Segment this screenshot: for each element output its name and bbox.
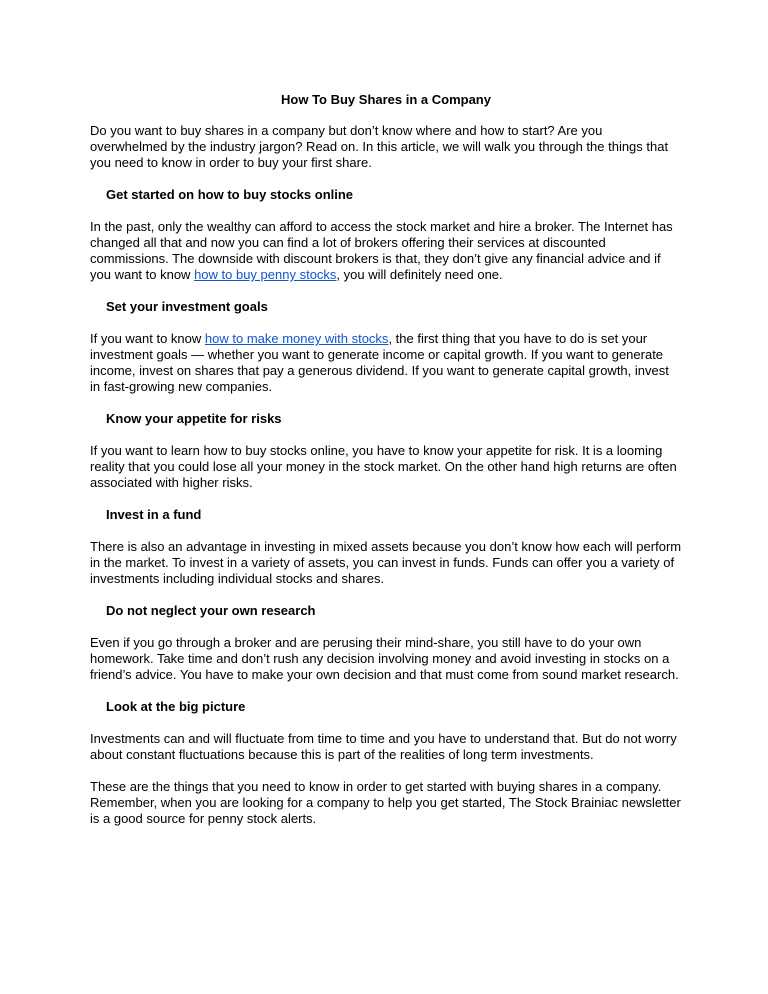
paragraph-big-picture: Investments can and will fluctuate from time to time and you have to understand that. But do not worry about constant fluctuations because this is part of the realities of long term investments. xyxy=(90,731,677,762)
heading-investment-goals: Set your investment goals xyxy=(106,299,268,314)
paragraph-investment-goals xyxy=(90,331,682,395)
paragraph-text: , the first thing that you have to do is set your investment goals — whether you want to generate income or capital growth. If you want to generate income, invest on shares that pay a generous dividend. If you want to generate capital growth, invest in fast-growing new companies. xyxy=(90,331,669,394)
paragraph-invest-in-fund: There is also an advantage in investing in mixed assets because you don’t know how each will perform in the market. To invest in a variety of assets, you can invest in funds. Funds can offer you a variety of investments including individual stocks and shares. xyxy=(90,539,682,586)
closing-paragraph: These are the things that you need to know in order to get started with buying shares in a company. Remember, when you are looking for a company to help you get started, The Stock Brainiac newsletter is a good source for penny stock alerts. xyxy=(90,779,681,826)
document-title: How To Buy Shares in a Company xyxy=(281,92,491,107)
paragraph-appetite-for-risks: If you want to learn how to buy stocks online, you have to know your appetite for risk. It is a looming reality that you could lose all your money in the stock market. On the other hand high returns are often associated with higher risks. xyxy=(90,443,677,490)
link-how-to-make-money-with-stocks[interactable]: how to make money with stocks xyxy=(204,331,389,346)
heading-big-picture: Look at the big picture xyxy=(106,699,246,714)
heading-invest-in-fund: Invest in a fund xyxy=(106,507,202,522)
heading-appetite-for-risks: Know your appetite for risks xyxy=(106,411,282,426)
paragraph-text: , you will definitely need one. xyxy=(336,267,503,282)
intro-paragraph: Do you want to buy shares in a company but don’t know where and how to start? Are you overwhelmed by the industry jargon? Read on. In this article, we will walk you through the things that you need to know in order to buy your first share. xyxy=(90,123,669,170)
heading-own-research: Do not neglect your own research xyxy=(106,603,316,618)
heading-get-started: Get started on how to buy stocks online xyxy=(106,187,354,202)
paragraph-get-started xyxy=(90,219,682,283)
link-how-to-buy-penny-stocks[interactable]: how to buy penny stocks xyxy=(194,267,337,282)
paragraph-own-research: Even if you go through a broker and are perusing their mind-share, you still have to do your own homework. Take time and don’t rush any decision involving money and avoid investing in stocks on a friend’s advice. You have to make your own decision and that must come from sound market research. xyxy=(90,635,679,682)
paragraph-text: If you want to know xyxy=(90,331,205,346)
paragraph-text: In the past, only the wealthy can afford to access the stock market and hire a broker. The Internet has changed all that and now you can find a lot of brokers offering their services at discounted commissions. The downside with discount brokers is that, they don’t give any financial advice and if you want to know xyxy=(90,219,673,282)
